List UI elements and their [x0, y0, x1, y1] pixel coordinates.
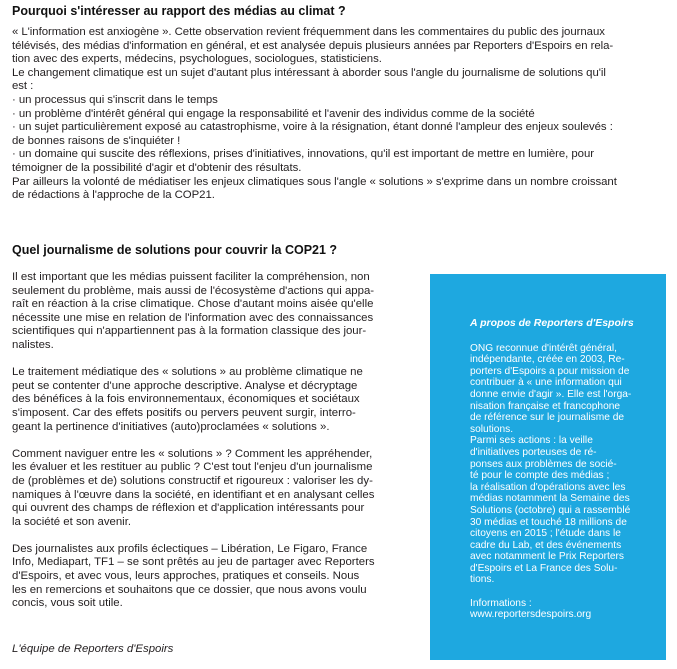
sidebar-line: Parmi ses actions : la veille: [470, 435, 593, 447]
paragraph-line: namiques à l'œuvre dans la société, en identifiant et en analysant celles: [12, 488, 375, 501]
sidebar-line: d'Espoirs et La France des Solu-: [470, 562, 618, 574]
sidebar-line: avec notamment le Prix Reporters: [470, 551, 625, 563]
paragraph-line: des bénéfices à la fois environnementaux, économiques et sociétaux: [12, 393, 360, 406]
sidebar-line: 30 médias et touché 18 millions de: [470, 516, 627, 528]
intro-line: · un sujet particulièrement exposé au catastrophisme, voire à la résignation, étant donné l'ampleur des enjeux soulevés :: [12, 121, 613, 134]
sidebar-description: [470, 343, 656, 586]
sidebar-line: Solutions (octobre) qui a rassemblé: [470, 504, 631, 516]
paragraph-line: nalistes.: [12, 338, 54, 351]
intro-line: · un problème d'intérêt général qui engage la responsabilité et l'avenir des individus comme de la société: [12, 107, 535, 120]
intro-line: · un processus qui s'inscrit dans le temps: [12, 93, 218, 106]
paragraph-line: Des journalistes aux profils éclectiques – Libération, Le Figaro, France: [12, 542, 368, 555]
paragraph-line: raît en réaction à la crise climatique. Chose d'autant moins aisée qu'elle: [12, 298, 374, 311]
sidebar-title: A propos de Reporters d'Espoirs: [470, 317, 634, 329]
sidebar-line: médias notamment la Semaine des: [470, 493, 630, 505]
intro-line: Le changement climatique est un sujet d'autant plus intéressant à aborder sous l'angle du journalisme de solutions qu'il: [12, 66, 606, 79]
sidebar-line: solutions.: [470, 423, 514, 435]
about-sidebar: [430, 274, 666, 660]
paragraph-line: peut se contenter d'une approche descriptive. Analyse et décryptage: [12, 379, 358, 392]
paragraph-line: Comment naviguer entre les « solutions » ? Comment les appréhender,: [12, 447, 373, 460]
paragraph-line: qui ouvrent des champs de réflexion et d'application intéressants pour: [12, 502, 365, 515]
sidebar-line: de référence sur le journalisme de: [470, 412, 625, 424]
paragraph-line: Il est important que les médias puissent faciliter la compréhension, non: [12, 271, 370, 283]
article-paragraph: [12, 366, 402, 434]
sidebar-line: indépendante, créée en 2003, Re-: [470, 354, 625, 366]
paragraph-line: les évaluer et les restituer au public ? C'est tout l'enjeu d'un journalisme: [12, 461, 373, 474]
paragraph-line: de (problèmes et de) solutions constructif et rigoureux : valoriser les dy-: [12, 474, 373, 487]
sidebar-line: ONG reconnue d'intérêt général,: [470, 342, 617, 354]
paragraph-line: les en remercions et souhaitons que ce dossier, que nous avons voulu: [12, 583, 367, 596]
sidebar-line: d'initiatives porteuses de ré-: [470, 446, 597, 458]
sidebar-line: donne envie d'agir ». Elle est l'orga-: [470, 388, 632, 400]
signature: L'équipe de Reporters d'Espoirs: [12, 643, 174, 655]
intro-line: témoigner de la possibilité d'agir et d'obtenir des résultats.: [12, 161, 302, 174]
paragraph-line: scientifiques qui n'appartiennent pas à la formation classique des jour-: [12, 325, 367, 338]
sidebar-info-label: Informations :: [470, 597, 532, 609]
intro-line: de bonnes raisons de s'inquiéter !: [12, 134, 181, 147]
intro-line: de rédactions à l'approche de la COP21.: [12, 189, 215, 202]
paragraph-line: geant la pertinence d'initiatives (auto)proclamées « solutions ».: [12, 420, 330, 433]
paragraph-line: Le traitement médiatique des « solutions » au problème climatique ne: [12, 366, 363, 379]
paragraph-line: Info, Mediapart, TF1 – se sont prêtés au jeu de partager avec Reporters: [12, 556, 375, 569]
article-paragraph: [12, 448, 402, 530]
paragraph-line: nécessite une mise en relation de l'information avec des connaissances: [12, 311, 374, 324]
sidebar-website-link[interactable]: www.reportersdespoirs.org: [470, 609, 592, 621]
sidebar-line: té pour le compte des médias ;: [470, 470, 610, 482]
sidebar-line: tions.: [470, 574, 495, 586]
sidebar-line: porters d'Espoirs a pour mission de: [470, 365, 630, 377]
sidebar-line: ponses aux problèmes de socié-: [470, 458, 617, 470]
heading-climate-media: Pourquoi s'intéresser au rapport des médias au climat ?: [12, 4, 346, 18]
sidebar-line: la réalisation d'opérations avec les: [470, 481, 626, 493]
paragraph-line: la société et son avenir.: [12, 515, 132, 528]
intro-text: [12, 26, 667, 203]
sidebar-line: cadre du Lab, et des événements: [470, 539, 622, 551]
sidebar-line: nisation française et francophone: [470, 400, 621, 412]
paragraph-line: s'imposent. Car des effets positifs ou pervers peuvent surgir, interro-: [12, 406, 356, 419]
intro-line: tion avec des experts, médecins, psychologues, sociologues, statisticiens.: [12, 53, 382, 66]
sidebar-line: contribuer à « une information qui: [470, 377, 622, 389]
intro-line: · un domaine qui suscite des réflexions, prises d'initiatives, innovations, qu'il est important de mettre en lumière, pour: [12, 148, 594, 161]
paragraph-line: d'Espoirs, et avec vous, leurs approches, pratiques et conseils. Nous: [12, 570, 360, 583]
sidebar-line: citoyens en 2015 ; l'étude dans le: [470, 528, 621, 540]
intro-line: est :: [12, 80, 34, 93]
intro-line: Par ailleurs la volonté de médiatiser les enjeux climatiques sous l'angle « solutions » s'exprime dans un nombre croissant: [12, 175, 617, 188]
article-paragraph: [12, 543, 402, 611]
intro-line: « L'information est anxiogène ». Cette observation revient fréquemment dans les commentaires du public des journaux: [12, 26, 605, 38]
article-column: [12, 271, 402, 624]
paragraph-line: seulement du problème, mais aussi de l'écosystème d'actions qui appa-: [12, 284, 375, 297]
intro-line: télévisés, des médias d'information en général, et est analysée depuis plusieurs années par Reporters d'Espoirs en rela-: [12, 39, 614, 52]
heading-cop21-solutions: Quel journalisme de solutions pour couvrir la COP21 ?: [12, 243, 338, 257]
article-paragraph: [12, 271, 402, 353]
paragraph-line: concis, vous soit utile.: [12, 597, 123, 610]
